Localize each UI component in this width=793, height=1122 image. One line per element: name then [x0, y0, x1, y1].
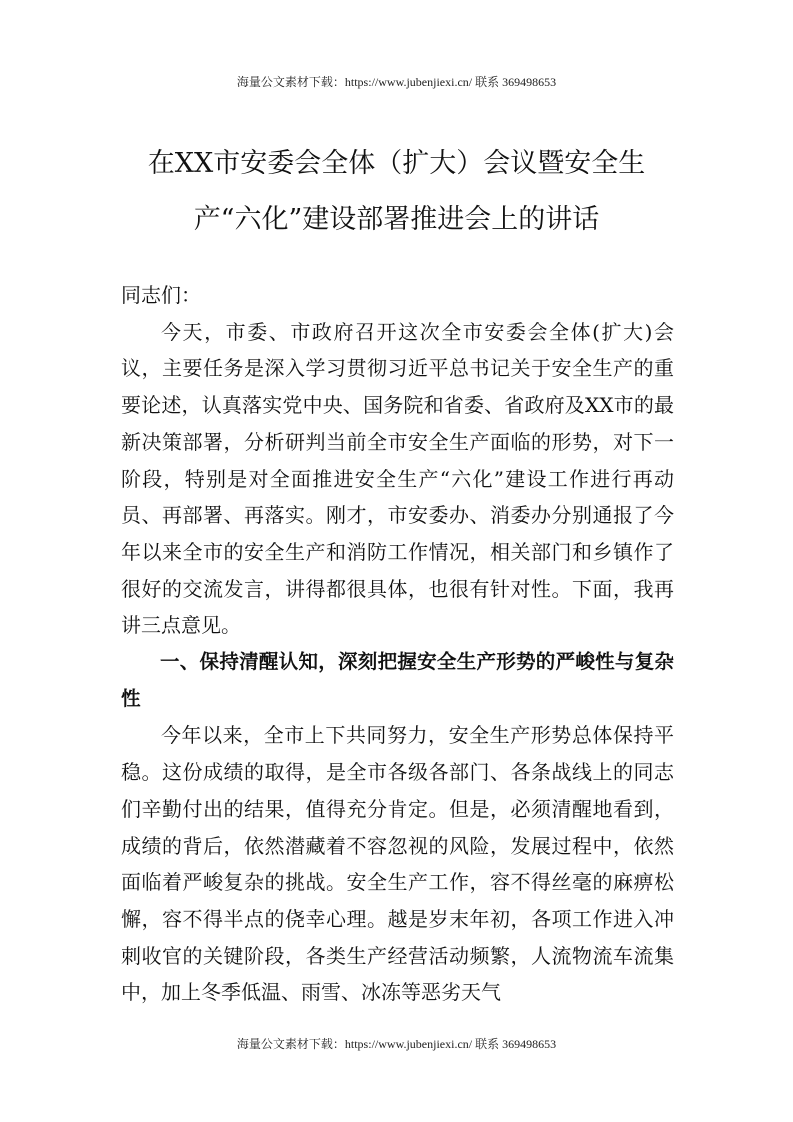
page-footer-note: 海量公文素材下载：https://www.jubenjiexi.cn/ 联系 369498653: [236, 1037, 557, 1051]
body-paragraph-2: 今年以来，全市上下共同努力，安全生产形势总体保持平稳。这份成绩的取得，是全市各级各部门、各条战线上的同志们辛勤付出的结果，值得充分肯定。但是，必须清醒地看到，成绩的背后，依然潜藏着不容忽视的风险，发展过程中，依然面临着严峻复杂的挑战。安全生产工作，容不得丝毫的麻痹松懈，容不得半点的侥幸心理。越是岁末年初，各项工作进入冲刺收官的关键阶段，各类生产经营活动频繁，人流物流车流集中，加上冬季低温、雨雪、冰冻等恶劣天气: [121, 723, 674, 1005]
document-title: [110, 136, 683, 248]
page-header-note: 海量公文素材下载：https://www.jubenjiexi.cn/ 联系 369498653: [236, 75, 557, 89]
document-body: [121, 277, 674, 1011]
section-heading-1: 一、保持清醒认知，深刻把握安全生产形势的严峻性与复杂性: [121, 650, 674, 710]
document-title-line-2: 产“六化”建设部署推进会上的讲话: [193, 204, 600, 235]
document-title-line-1: 在XX市安委会全体（扩大）会议暨安全生: [147, 148, 646, 179]
salutation: 同志们：: [121, 283, 201, 307]
body-paragraph-1: 今天，市委、市政府召开这次全市安委会全体(扩大)会议，主要任务是深入学习贯彻习近平总书记关于安全生产的重要论述，认真落实党中央、国务院和省委、省政府及XX市的最新决策部署，分析研判当前全市安全生产面临的形势，对下一阶段，特别是对全面推进安全生产“六化”建设工作进行再动员、再部署、再落实。刚才，市安委办、消委办分别通报了今年以来全市的安全生产和消防工作情况，相关部门和乡镇作了很好的交流发言，讲得都很具体，也很有针对性。下面，我再讲三点意见。: [121, 319, 674, 638]
